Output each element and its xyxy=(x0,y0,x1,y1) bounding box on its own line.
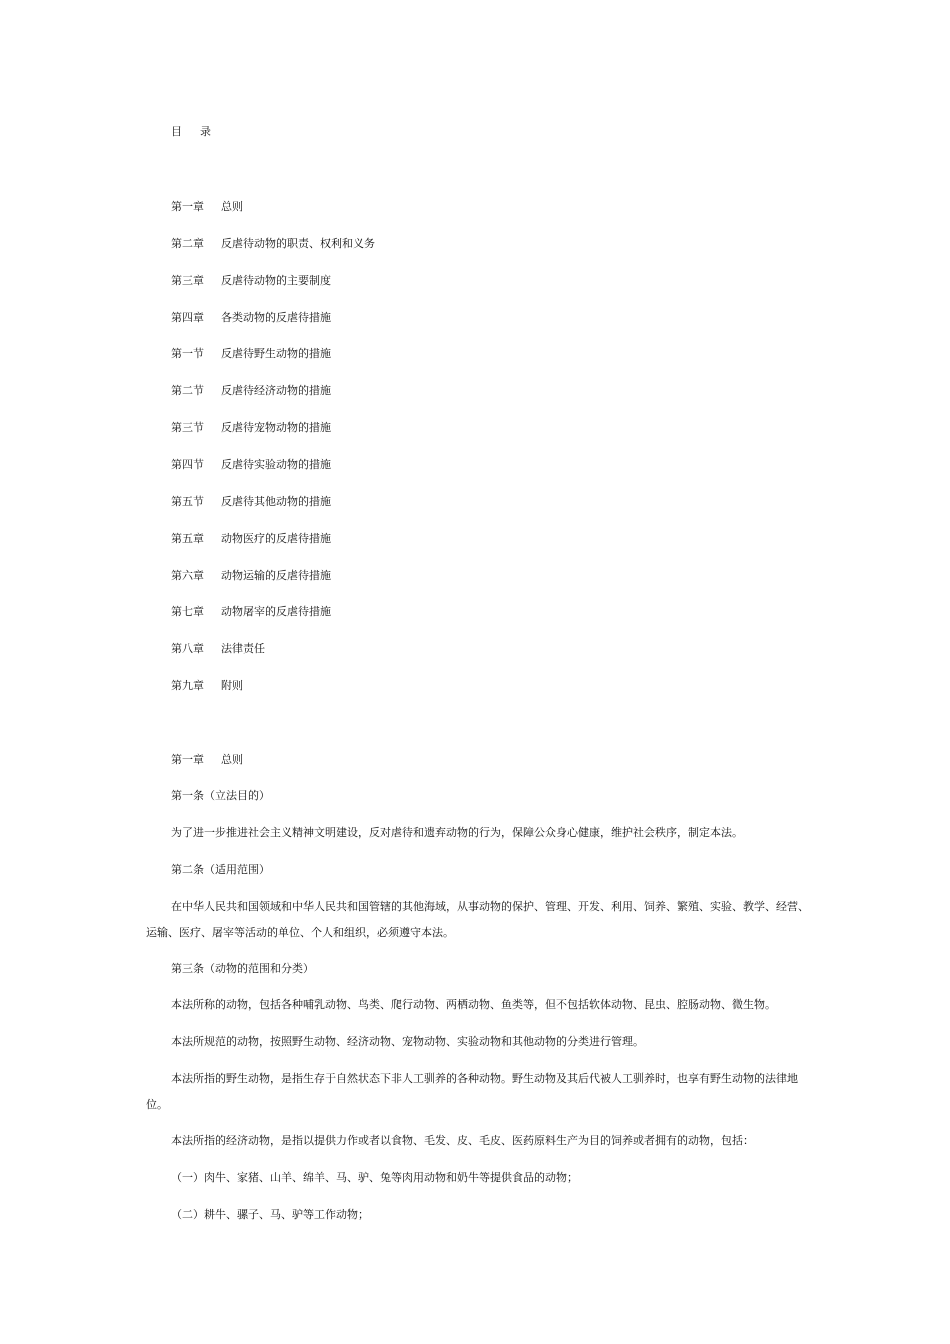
toc-entry-label: 第六章 xyxy=(171,569,204,582)
toc-entry-label: 第三节 xyxy=(171,421,204,434)
toc-entry xyxy=(171,680,243,691)
toc-entry xyxy=(171,312,331,323)
toc-entry-title: 反虐待实验动物的措施 xyxy=(221,458,331,471)
toc-entry xyxy=(171,643,265,654)
toc-entry xyxy=(171,459,331,470)
toc-entry xyxy=(171,275,331,286)
article-3-paragraph-1: 本法所称的动物，包括各种哺乳动物、鸟类、爬行动物、两栖动物、鱼类等，但不包括软体动物、昆虫、腔肠动物、微生物。 xyxy=(171,998,776,1011)
toc-heading-char-2: 录 xyxy=(200,125,211,138)
toc-entry xyxy=(171,201,243,212)
toc-entry xyxy=(171,348,331,359)
toc-entry xyxy=(171,385,331,396)
toc-entry-title: 附则 xyxy=(221,679,243,692)
toc-entry-title: 总则 xyxy=(221,200,243,213)
toc-entry-label: 第七章 xyxy=(171,605,204,618)
toc-entry-label: 第一章 xyxy=(171,200,204,213)
toc-entry-title: 反虐待其他动物的措施 xyxy=(221,495,331,508)
toc-entry-label: 第九章 xyxy=(171,679,204,692)
toc-entry-label: 第四章 xyxy=(171,311,204,324)
article-3-paragraph-4: 本法所指的经济动物，是指以提供力作或者以食物、毛发、皮、毛皮、医药原料生产为目的饲养或者拥有的动物，包括： xyxy=(171,1134,754,1147)
toc-entry-label: 第四节 xyxy=(171,458,204,471)
toc-entry-title: 反虐待宠物动物的措施 xyxy=(221,421,331,434)
article-3-title: 第三条（动物的范围和分类） xyxy=(171,962,314,975)
article-1-text: 为了进一步推进社会主义精神文明建设，反对虐待和遗弃动物的行为，保障公众身心健康，维护社会秩序，制定本法。 xyxy=(171,826,743,839)
toc-entry-label: 第一节 xyxy=(171,347,204,360)
toc-entry xyxy=(171,496,331,507)
toc-entry-title: 动物运输的反虐待措施 xyxy=(221,569,331,582)
toc-entry-title: 反虐待动物的主要制度 xyxy=(221,274,331,287)
toc-entry-title: 动物屠宰的反虐待措施 xyxy=(221,605,331,618)
chapter-title: 总则 xyxy=(221,753,243,766)
toc-entry-label: 第五节 xyxy=(171,495,204,508)
toc-entry xyxy=(171,238,375,249)
toc-heading xyxy=(171,126,211,137)
toc-entry-label: 第二节 xyxy=(171,384,204,397)
article-3-paragraph-2: 本法所规范的动物，按照野生动物、经济动物、宠物动物、实验动物和其他动物的分类进行管理。 xyxy=(171,1035,644,1048)
article-3-paragraph-3-line-2: 位。 xyxy=(146,1098,168,1111)
toc-entry-title: 法律责任 xyxy=(221,642,265,655)
article-3-item-1: （一）肉牛、家猪、山羊、绵羊、马、驴、兔等肉用动物和奶牛等提供食品的动物； xyxy=(171,1171,578,1184)
article-2-text-line-2: 运输、医疗、屠宰等活动的单位、个人和组织，必须遵守本法。 xyxy=(146,926,454,939)
toc-entry-label: 第二章 xyxy=(171,237,204,250)
article-1-title: 第一条（立法目的） xyxy=(171,789,270,802)
toc-entry xyxy=(171,570,331,581)
toc-entry xyxy=(171,606,331,617)
article-3-item-2: （二）耕牛、骡子、马、驴等工作动物； xyxy=(171,1208,369,1221)
toc-entry xyxy=(171,422,331,433)
article-2-text-line-1: 在中华人民共和国领域和中华人民共和国管辖的其他海域，从事动物的保护、管理、开发、利用、饲养、繁殖、实验、教学、经营、 xyxy=(171,900,809,913)
article-3-paragraph-3-line-1: 本法所指的野生动物，是指生存于自然状态下非人工驯养的各种动物。野生动物及其后代被人工驯养时，也享有野生动物的法律地 xyxy=(171,1072,798,1085)
toc-entry-title: 各类动物的反虐待措施 xyxy=(221,311,331,324)
toc-entry-title: 动物医疗的反虐待措施 xyxy=(221,532,331,545)
chapter-label: 第一章 xyxy=(171,753,204,766)
toc-entry-title: 反虐待动物的职责、权利和义务 xyxy=(221,237,375,250)
toc-entry-title: 反虐待经济动物的措施 xyxy=(221,384,331,397)
toc-entry-label: 第五章 xyxy=(171,532,204,545)
toc-entry-label: 第八章 xyxy=(171,642,204,655)
toc-entry xyxy=(171,533,331,544)
toc-heading-char-1: 目 xyxy=(171,125,182,138)
toc-entry-label: 第三章 xyxy=(171,274,204,287)
chapter-heading xyxy=(171,754,243,765)
article-2-title: 第二条（适用范围） xyxy=(171,863,270,876)
toc-entry-title: 反虐待野生动物的措施 xyxy=(221,347,331,360)
